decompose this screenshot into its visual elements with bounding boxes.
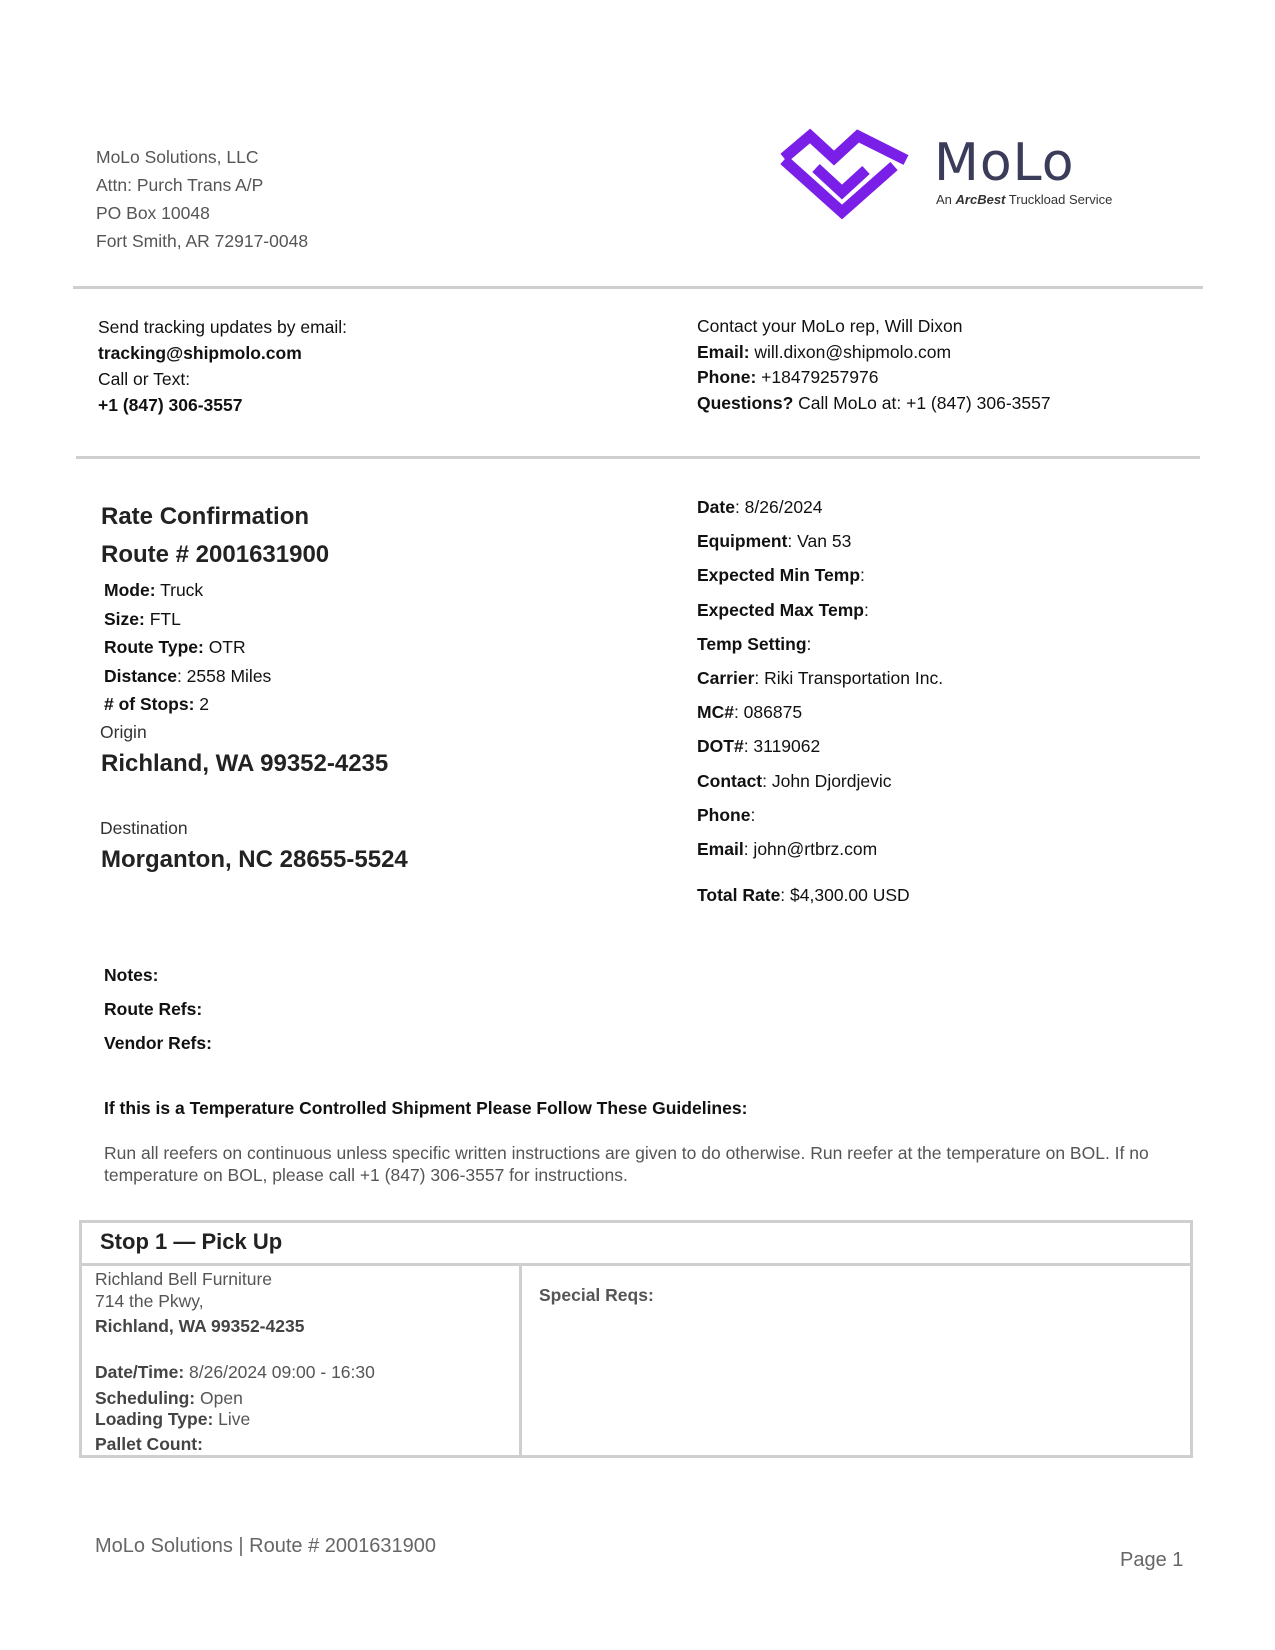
vendor-refs-label: Vendor Refs: [104,1033,212,1053]
stop-1-loading: Live [213,1409,251,1429]
date-label: Date [697,497,735,517]
mode-value: Truck [155,580,204,600]
load-details [697,497,943,919]
stop-1-pallet-label: Pallet Count: [95,1434,203,1454]
stop-1-scheduling: Open [195,1388,243,1408]
rep-phone-label: Phone: [697,367,757,387]
stop-1-datetime-label: Date/Time: [95,1362,185,1382]
equipment-label: Equipment [697,531,788,552]
stop-1-header [82,1223,1190,1266]
logo-tagline-brand: ArcBest [955,192,1006,207]
rep-email-label: Email: [697,341,750,362]
max-temp-label: Expected Max Temp [697,599,864,620]
rep-questions: Call MoLo at: +1 (847) 306-3557 [793,392,1051,413]
stop-1-city: Richland, WA 99352-4235 [95,1316,305,1336]
company-po-box: PO Box 10048 [96,203,210,223]
total-rate-label: Total Rate [697,885,781,906]
divider-middle [76,456,1200,459]
mc-value: : 086875 [733,702,803,723]
temp-setting-value: : [806,633,812,654]
dot-value: : 3119062 [743,736,821,757]
carrier-value: : Riki Transportation Inc. [754,667,944,688]
guidelines-heading: If this is a Temperature Controlled Shipment Please Follow These Guidelines: [104,1098,748,1118]
stop-1-box [79,1220,1193,1458]
route-number: Route # 2001631900 [101,541,330,568]
route-summary [104,576,271,719]
special-reqs-label: Special Reqs: [539,1285,654,1305]
rep-contact: Contact your MoLo rep, Will Dixon [697,316,963,336]
stop-1-address: 714 the Pkwy, [95,1291,204,1311]
dot-label: DOT# [697,736,744,757]
stop-1-name: Richland Bell Furniture [95,1269,273,1289]
tracking-label: Send tracking updates by email: [98,317,348,337]
company-city: Fort Smith, AR 72917-0048 [96,231,309,251]
stop-1-loading-label: Loading Type: [95,1409,214,1429]
mode-label: Mode: [104,580,156,600]
total-rate-value: : $4,300.00 USD [780,885,910,906]
min-temp-value: : [860,565,865,586]
tracking-block [98,314,347,418]
tracking-email[interactable]: tracking@shipmolo.com [98,343,302,363]
max-temp-value: : [863,599,869,620]
footer-route: MoLo Solutions | Route # 2001631900 [95,1535,437,1557]
page-title: Rate Confirmation [101,503,310,530]
title-block [101,498,329,574]
stops-value: 2 [194,694,210,714]
contact-value: : John Djordjevic [762,770,892,791]
origin-value: Richland, WA 99352-4235 [101,750,389,777]
divider-top [73,286,1203,289]
molo-logo-icon [776,128,916,220]
stop-1-scheduling-label: Scheduling: [95,1388,196,1408]
stop-1-details [82,1266,522,1455]
route-type-label: Route Type: [104,637,204,657]
stop-1-datetime: 8/26/2024 09:00 - 16:30 [184,1362,375,1382]
destination-value: Morganton, NC 28655-5524 [101,846,408,873]
company-name: MoLo Solutions, LLC [96,147,259,167]
email-value[interactable]: : john@rtbrz.com [743,838,878,859]
logo-tagline [936,192,1112,207]
logo-tagline-prefix: An [936,192,952,207]
min-temp-label: Expected Min Temp [697,565,861,586]
equipment-value: : Van 53 [787,531,852,552]
rep-block [697,314,1051,416]
rep-questions-label: Questions? [697,392,794,413]
phone-label: Phone [697,804,751,825]
page-number: Page 1 [1120,1549,1184,1571]
email-label: Email [697,838,744,859]
logo-tagline-suffix: Truckload Service [1008,192,1113,207]
rep-phone[interactable]: +18479257976 [756,367,879,387]
size-label: Size: [104,608,145,629]
stops-label: # of Stops: [104,694,195,714]
notes-label: Notes: [104,965,159,985]
distance-value: : 2558 Miles [176,665,272,686]
distance-label: Distance [104,665,177,686]
route-refs-label: Route Refs: [104,999,203,1019]
mc-label: MC# [697,702,734,723]
stop-1-heading: Stop 1 — Pick Up [100,1229,283,1254]
destination-label: Destination [100,818,188,838]
company-attn: Attn: Purch Trans A/P [96,175,264,195]
contact-label: Contact [697,770,763,791]
carrier-label: Carrier [697,667,755,688]
company-address [96,143,308,255]
date-value: : 8/26/2024 [734,497,823,517]
logo-wordmark: MoLo [934,133,1075,193]
temp-setting-label: Temp Setting [697,633,807,654]
rep-email[interactable]: will.dixon@shipmolo.com [749,341,952,362]
guidelines-text: Run all reefers on continuous unless specific written instructions are given to do otherwise. Run reefer at the temperature on BOL. If no temperature on BOL, please call +1 (847) 306-3557 for instructions. [104,1143,1149,1185]
origin-label: Origin [100,722,147,742]
tracking-phone[interactable]: +1 (847) 306-3557 [98,395,243,415]
call-label: Call or Text: [98,369,191,389]
size-value: FTL [144,608,181,629]
route-type-value: OTR [203,637,246,657]
phone-value: : [750,804,756,825]
references [104,958,212,1060]
